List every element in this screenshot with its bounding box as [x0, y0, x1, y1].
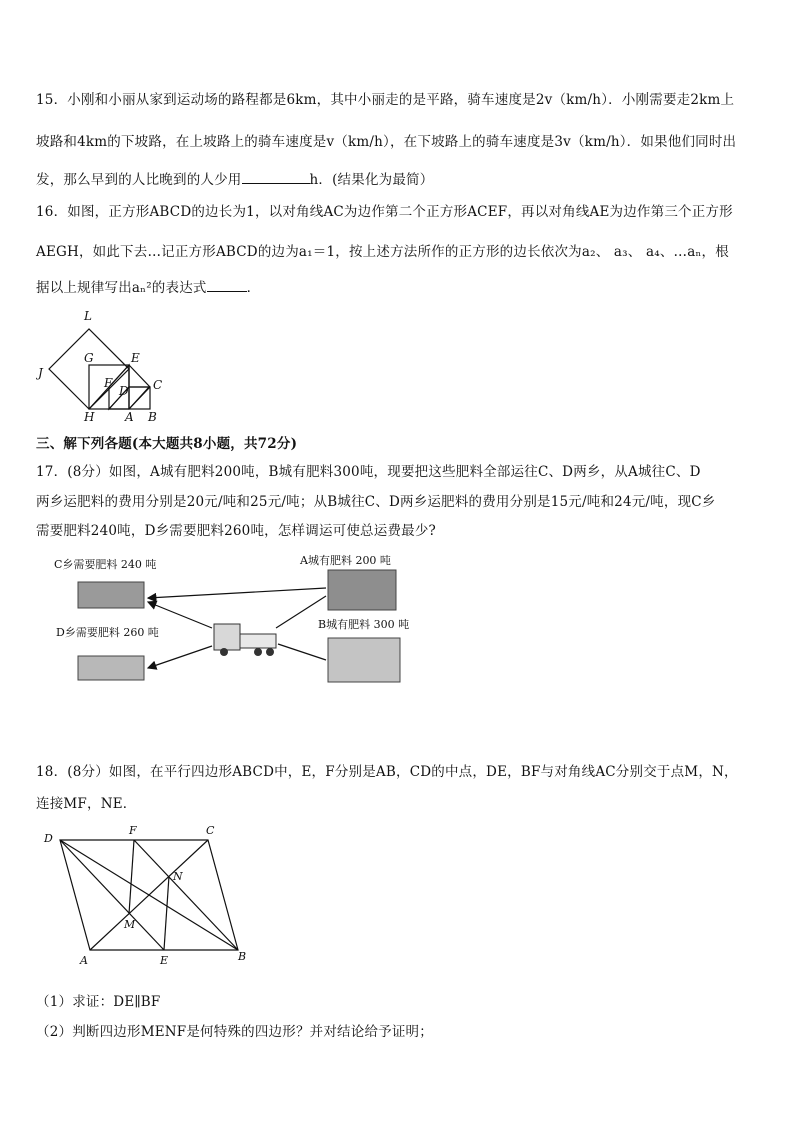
q15-line-3-end: h．(结果化为最简）: [309, 172, 434, 188]
q17-line-2: 两乡运肥料的费用分别是20元/吨和25元/吨；从B城往C、D两乡运肥料的费用分别是15元/吨和24元/吨，现C乡: [36, 494, 716, 510]
truck-icon: [214, 624, 276, 656]
arrow-truck-to-c: [148, 602, 212, 628]
q16-line-3-start: 据以上规律写出aₙ²的表达式: [36, 280, 207, 296]
a-city-photo: [328, 570, 396, 610]
label-B: B: [238, 950, 247, 963]
label-M: M: [124, 918, 136, 931]
label-A: A: [80, 954, 88, 967]
q17-transport-figure: [36, 548, 436, 684]
q15-line-3: [36, 168, 433, 188]
label-G: G: [84, 351, 94, 365]
section-3-heading: 三、解下列各题(本大题共8小题，共72分): [36, 436, 298, 452]
label-A: A: [125, 410, 134, 424]
q15-line-3-start: 发，那么早到的人比晚到的人少用: [36, 172, 242, 188]
q15-answer-blank[interactable]: [242, 171, 310, 184]
b-city-photo: [328, 638, 400, 682]
diag-ac: [129, 387, 150, 409]
arrow-truck-to-d: [148, 646, 212, 668]
label-D: D: [44, 832, 53, 845]
q17-line-1: 17．(8分）如图，A城有肥料200吨，B城有肥料300吨，现要把这些肥料全部运往C、D两乡，从A城往C、D: [36, 464, 701, 480]
q17-line-3: 需要肥料240吨，D乡需要肥料260吨，怎样调运可使总运费最少?: [36, 523, 436, 539]
q18-line-2: 连接MF，NE．: [36, 796, 137, 812]
d-village-label: D乡需要肥料 260 吨: [56, 626, 159, 639]
label-F: F: [104, 376, 113, 390]
label-H: H: [84, 410, 95, 424]
q18-part-1: （1）求证：DE∥BF: [36, 994, 161, 1010]
arrow-a-to-c: [148, 588, 326, 598]
c-village-label: C乡需要肥料 240 吨: [54, 558, 157, 571]
q16-line-3-end: ．: [246, 280, 261, 296]
q16-line-2: AEGH，如此下去…记正方形ABCD的边为a₁＝1，按上述方法所作的正方形的边长依次为a₂、 a₃、 a₄、…aₙ，根: [36, 244, 729, 260]
label-F: F: [129, 824, 137, 837]
line-ec: [129, 365, 150, 387]
label-C: C: [206, 824, 215, 837]
q15-line-2: 坡路和4km的下坡路，在上坡路上的骑车速度是v（km/h），在下坡路上的骑车速度是3v（km/h）．如果他们同时出: [36, 134, 737, 150]
q18-line-1: 18．(8分）如图，在平行四边形ABCD中，E，F分别是AB，CD的中点，DE，BF与对角线AC分别交于点M，N，: [36, 764, 738, 780]
q16-answer-blank[interactable]: [207, 279, 247, 292]
q16-squares-figure: [36, 305, 176, 425]
c-village-photo: [78, 582, 144, 608]
label-L: L: [84, 309, 92, 323]
d-village-photo: [78, 656, 144, 680]
label-E: E: [131, 351, 140, 365]
label-B: B: [148, 410, 157, 424]
line-ne: [164, 876, 169, 950]
arrow-b-to-truck: [278, 644, 326, 660]
label-C: C: [153, 378, 163, 392]
line-mf: [129, 840, 134, 914]
label-D: D: [119, 384, 129, 398]
q16-line-3: [36, 276, 260, 296]
a-city-label: A城有肥料 200 吨: [300, 554, 391, 567]
label-J: J: [38, 366, 43, 380]
b-city-label: B城有肥料 300 吨: [318, 618, 410, 631]
q15-line-1: 15．小刚和小丽从家到运动场的路程都是6km，其中小丽走的是平路，骑车速度是2v（km/h）．小刚需要走2km上: [36, 92, 735, 108]
q18-parallelogram-figure: [36, 820, 266, 970]
q16-line-1: 16．如图，正方形ABCD的边长为1，以对角线AC为边作第二个正方形ACEF，再以对角线AE为边作第三个正方形: [36, 204, 733, 220]
label-N: N: [173, 870, 183, 883]
label-E: E: [160, 954, 169, 967]
q18-part-2: （2）判断四边形MENF是何特殊的四边形？并对结论给予证明；: [36, 1024, 433, 1040]
